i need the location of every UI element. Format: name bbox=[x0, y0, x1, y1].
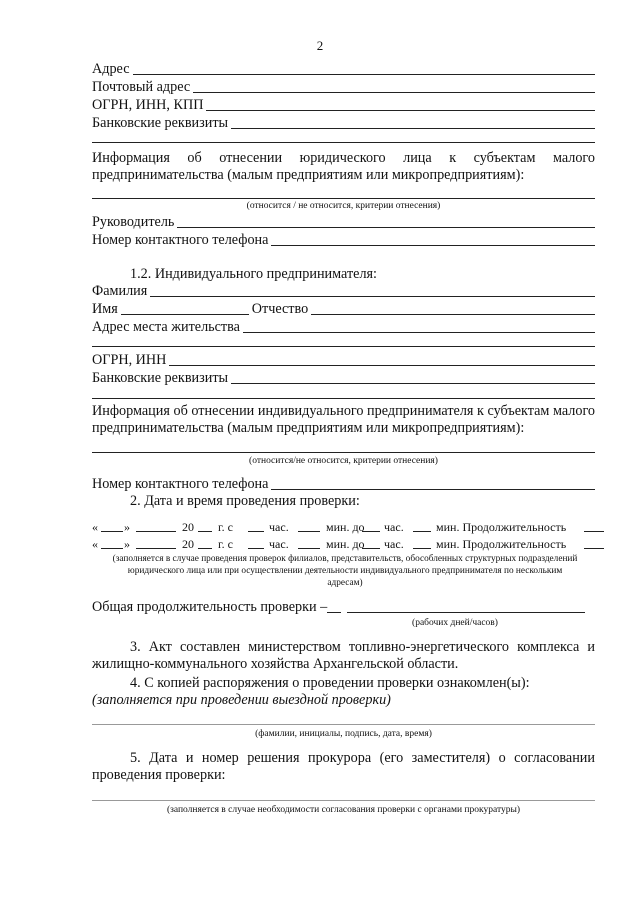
individual-heading: 1.2. Индивидуального предпринимателя: bbox=[130, 266, 377, 282]
month-field[interactable] bbox=[136, 531, 176, 532]
address-label: Адрес bbox=[92, 61, 130, 77]
residence-field[interactable] bbox=[243, 332, 595, 333]
name-row bbox=[92, 300, 595, 318]
residence-row bbox=[92, 318, 595, 336]
inspection-caption: (заполняется в случае проведения проверок филиалов, представительств, обособленных структурных подразделений юридического лица или при осуществлении деятельности индивидуального предпринимателя по нескольким адресам) bbox=[112, 554, 578, 588]
ogrn-inn-kpp-row bbox=[92, 96, 595, 114]
individual-phone-row bbox=[92, 475, 595, 493]
manager-row bbox=[92, 213, 595, 231]
prosecutor-caption: (заполняется в случае необходимости согласования проверки с органами прокуратуры) bbox=[166, 805, 521, 815]
individual-bank-field[interactable] bbox=[231, 383, 595, 384]
bank-details-continuation-line[interactable] bbox=[92, 142, 595, 143]
legal-sme-info-text: Информация об отнесении юридического лица к субъектам малого предпринимательства (малым предприятиям или микропредприятиям): bbox=[92, 150, 595, 183]
residence-label: Адрес места жительства bbox=[92, 319, 240, 335]
year-prefix: 20 bbox=[182, 520, 194, 534]
surname-field[interactable] bbox=[150, 296, 595, 297]
day-field[interactable] bbox=[101, 531, 123, 532]
min-duration-label-2: мин. Продолжительность bbox=[436, 537, 567, 551]
order-caption: (фамилии, инициалы, подпись, дата, время) bbox=[255, 729, 432, 739]
year-field[interactable] bbox=[198, 531, 212, 532]
order-text: 4. С копией распоряжения о проведении проверки ознакомлен(ы): bbox=[130, 675, 530, 691]
min-to-label: мин. до bbox=[326, 520, 365, 534]
duration-field-2[interactable] bbox=[584, 548, 604, 549]
individual-phone-field[interactable] bbox=[271, 489, 595, 490]
hour-from-field-2[interactable] bbox=[248, 548, 264, 549]
total-duration-caption: (рабочих дней/часов) bbox=[412, 618, 498, 628]
datetime-row-1 bbox=[92, 518, 604, 534]
legal-phone-label: Номер контактного телефона bbox=[92, 232, 269, 248]
day-field-2[interactable] bbox=[101, 548, 123, 549]
order-signatures-field[interactable] bbox=[92, 724, 595, 725]
postal-address-field[interactable] bbox=[193, 92, 595, 93]
legal-phone-field[interactable] bbox=[271, 245, 595, 246]
bank-details-field[interactable] bbox=[231, 128, 595, 129]
hour-from-field[interactable] bbox=[248, 531, 264, 532]
total-duration-row bbox=[92, 598, 595, 616]
quote-open: « bbox=[92, 520, 98, 534]
year-field-2[interactable] bbox=[198, 548, 212, 549]
year-prefix-2: 20 bbox=[182, 537, 194, 551]
min-duration-label: мин. Продолжительность bbox=[436, 520, 567, 534]
surname-label: Фамилия bbox=[92, 283, 148, 299]
name-label: Имя bbox=[92, 301, 118, 317]
duration-field[interactable] bbox=[584, 531, 604, 532]
minute-from-field-2[interactable] bbox=[298, 548, 320, 549]
address-field[interactable] bbox=[133, 74, 595, 75]
bank-details-row bbox=[92, 114, 595, 132]
prosecutor-decision-field[interactable] bbox=[92, 800, 595, 801]
page-number: 2 bbox=[316, 38, 324, 53]
individual-sme-caption: (относится/не относится, критерии отнесения) bbox=[249, 456, 438, 466]
surname-row bbox=[92, 282, 595, 300]
individual-bank-row bbox=[92, 369, 595, 387]
individual-bank-continuation-line[interactable] bbox=[92, 398, 595, 399]
min-to-label-2: мин. до bbox=[326, 537, 365, 551]
minute-to-field-2[interactable] bbox=[413, 548, 431, 549]
legal-sme-caption: (относится / не относится, критерии отнесения) bbox=[246, 201, 441, 211]
individual-sme-info-text: Информация об отнесении индивидуального предпринимателя к субъектам малого предпринимательства (малым предприятиям или микропредприятиям): bbox=[92, 403, 595, 436]
postal-address-row bbox=[92, 78, 595, 96]
hour-label-2: час. bbox=[384, 520, 404, 534]
inspection-heading: 2. Дата и время проведения проверки: bbox=[130, 493, 360, 509]
hour-to-field-2[interactable] bbox=[362, 548, 380, 549]
minute-from-field[interactable] bbox=[298, 531, 320, 532]
quote-open-2: « bbox=[92, 537, 98, 551]
minute-to-field[interactable] bbox=[413, 531, 431, 532]
address-row bbox=[92, 60, 595, 78]
legal-sme-field[interactable] bbox=[92, 198, 595, 199]
total-duration-label: Общая продолжительность проверки – bbox=[92, 599, 328, 615]
ogrn-inn-label: ОГРН, ИНН bbox=[92, 352, 167, 368]
individual-phone-label: Номер контактного телефона bbox=[92, 476, 269, 492]
hour-label-4: час. bbox=[384, 537, 404, 551]
from-label: г. с bbox=[218, 520, 233, 534]
manager-label: Руководитель bbox=[92, 214, 175, 230]
act-text: 3. Акт составлен министерством топливно-энергетического комплекса и жилищно-коммунального хозяйства Архангельской области. bbox=[92, 639, 595, 672]
patronymic-field[interactable] bbox=[311, 314, 595, 315]
bank-details-label: Банковские реквизиты bbox=[92, 115, 229, 131]
prosecutor-text: 5. Дата и номер решения прокурора (его заместителя) о согласовании проведения проверки: bbox=[92, 750, 595, 783]
manager-field[interactable] bbox=[177, 227, 595, 228]
residence-continuation-line[interactable] bbox=[92, 346, 595, 347]
order-note: (заполняется при проведении выездной проверки) bbox=[92, 692, 391, 708]
total-duration-field[interactable] bbox=[347, 612, 585, 613]
from-label-2: г. с bbox=[218, 537, 233, 551]
postal-address-label: Почтовый адрес bbox=[92, 79, 191, 95]
quote-close: » bbox=[124, 520, 130, 534]
ogrn-inn-row bbox=[92, 351, 595, 369]
hour-label: час. bbox=[269, 520, 289, 534]
ogrn-inn-kpp-field[interactable] bbox=[206, 110, 595, 111]
ogrn-inn-field[interactable] bbox=[169, 365, 595, 366]
patronymic-label: Отчество bbox=[251, 301, 309, 317]
month-field-2[interactable] bbox=[136, 548, 176, 549]
ogrn-inn-kpp-label: ОГРН, ИНН, КПП bbox=[92, 97, 204, 113]
quote-close-2: » bbox=[124, 537, 130, 551]
datetime-row-2 bbox=[92, 535, 604, 551]
individual-sme-field[interactable] bbox=[92, 452, 595, 453]
individual-bank-label: Банковские реквизиты bbox=[92, 370, 229, 386]
hour-to-field[interactable] bbox=[362, 531, 380, 532]
hour-label-3: час. bbox=[269, 537, 289, 551]
legal-phone-row bbox=[92, 231, 595, 249]
name-field[interactable] bbox=[121, 314, 249, 315]
